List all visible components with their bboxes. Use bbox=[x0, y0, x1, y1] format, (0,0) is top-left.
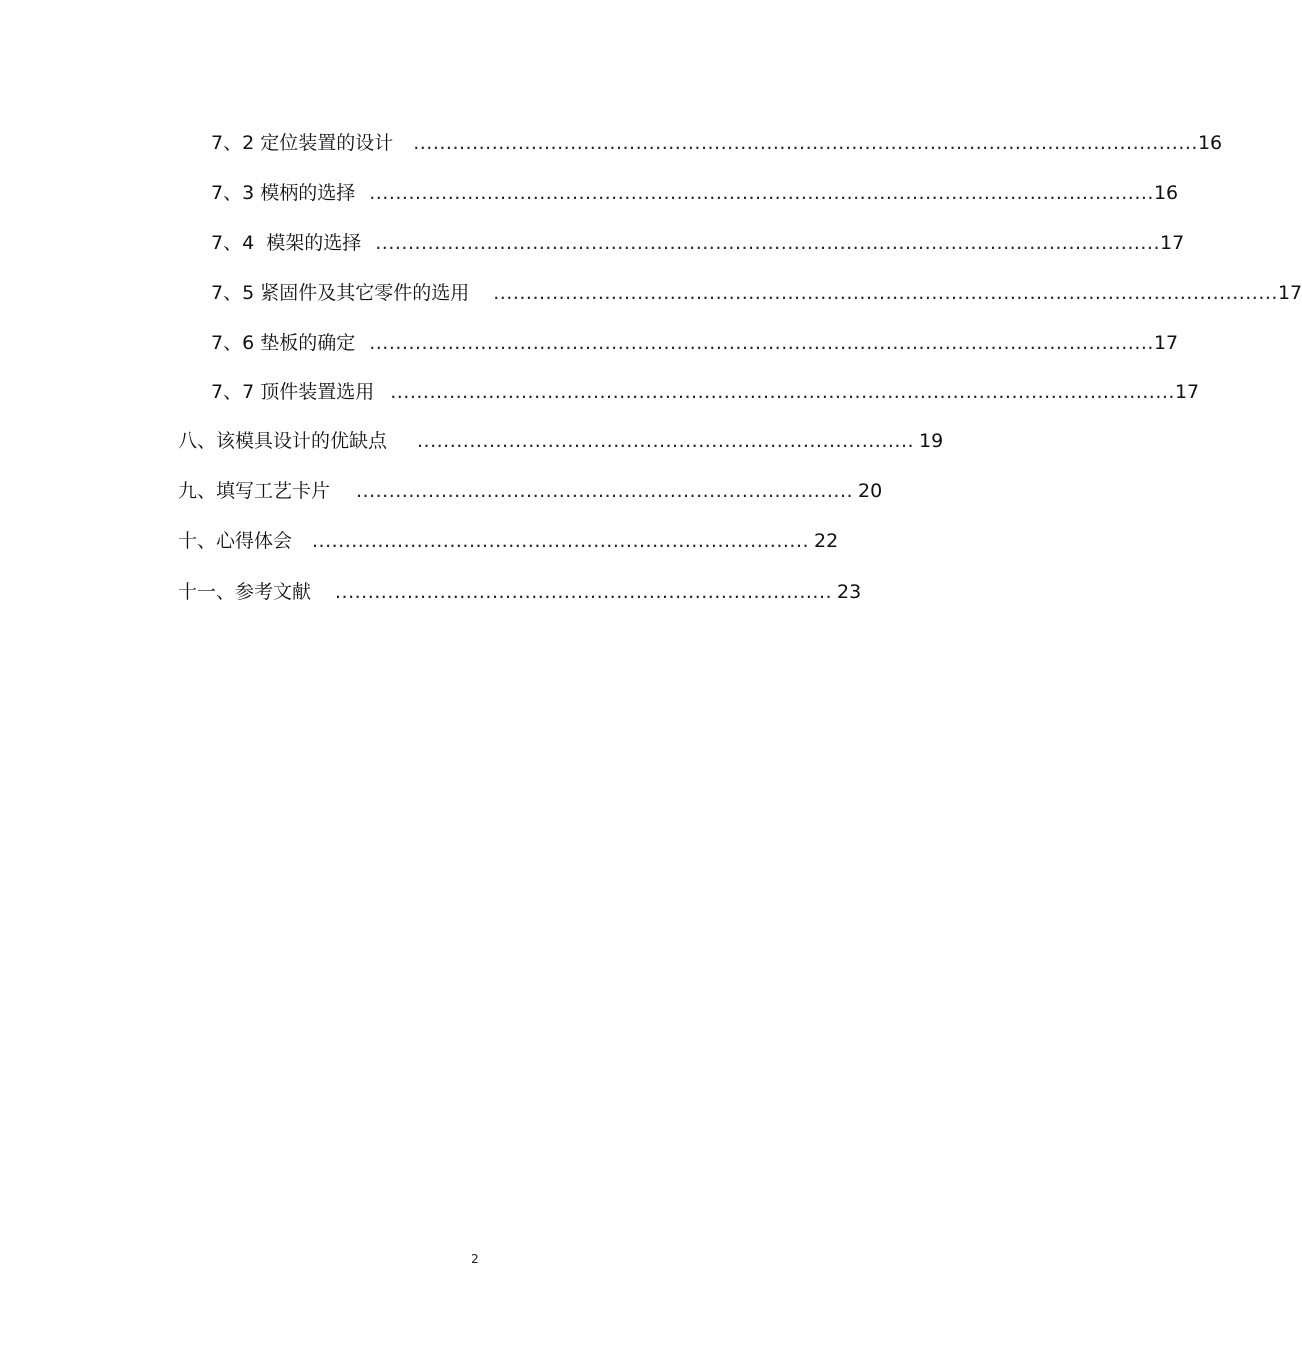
toc-entry-page: 17 bbox=[1153, 332, 1179, 354]
toc-entry-7-5[interactable] bbox=[211, 279, 1302, 307]
toc-leader-dots: ............................................................................ bbox=[417, 430, 915, 452]
toc-entry-7-7[interactable] bbox=[211, 378, 1200, 406]
toc-entry-label: 7、5 紧固件及其它零件的选用 bbox=[211, 282, 470, 304]
toc-leader-dots: ............................................................................ bbox=[335, 581, 833, 603]
toc-entry-page: 16 bbox=[1197, 132, 1223, 154]
toc-leader-dots: ........................................................................................................................ bbox=[369, 332, 1154, 354]
toc-entry-7-6[interactable] bbox=[211, 329, 1179, 357]
toc-entry-10[interactable] bbox=[178, 527, 839, 555]
toc-leader-dots: ........................................................................................................................ bbox=[413, 132, 1198, 154]
toc-entry-page: 22 bbox=[814, 530, 839, 552]
toc-entry-7-4[interactable] bbox=[211, 229, 1185, 257]
toc-entry-7-3[interactable] bbox=[211, 179, 1179, 207]
toc-entry-label: 九、填写工艺卡片 bbox=[178, 480, 331, 502]
toc-entry-8[interactable] bbox=[178, 427, 944, 455]
toc-leader-dots: ........................................................................................................................ bbox=[493, 282, 1278, 304]
toc-entry-9[interactable] bbox=[178, 477, 883, 505]
toc-leader-dots: ........................................................................................................................ bbox=[375, 232, 1161, 254]
toc-entry-label: 十一、参考文献 bbox=[178, 581, 312, 603]
toc-entry-page: 19 bbox=[919, 430, 944, 452]
toc-entry-label: 7、3 模柄的选择 bbox=[211, 182, 356, 204]
toc-entry-page: 23 bbox=[837, 581, 862, 603]
toc-entry-page: 20 bbox=[858, 480, 883, 502]
toc-leader-dots: ........................................................................................................................ bbox=[390, 381, 1175, 403]
toc-entry-label: 八、该模具设计的优缺点 bbox=[178, 430, 388, 452]
page-number: 2 bbox=[471, 1252, 479, 1266]
toc-entry-page: 17 bbox=[1277, 282, 1302, 304]
toc-entry-page: 17 bbox=[1174, 381, 1200, 403]
toc-entry-label: 7、6 垫板的确定 bbox=[211, 332, 356, 354]
toc-entry-page: 16 bbox=[1153, 182, 1179, 204]
toc-leader-dots: ............................................................................ bbox=[356, 480, 854, 502]
toc-entry-label: 十、心得体会 bbox=[178, 530, 293, 552]
toc-entry-label: 7、7 顶件装置选用 bbox=[211, 381, 375, 403]
toc-entry-label: 7、2 定位装置的设计 bbox=[211, 132, 394, 154]
toc-leader-dots: ............................................................................ bbox=[312, 530, 810, 552]
toc-entry-page: 17 bbox=[1160, 232, 1185, 254]
toc-entry-label: 7、4 模架的选择 bbox=[211, 232, 362, 254]
toc-leader-dots: ........................................................................................................................ bbox=[369, 182, 1154, 204]
toc-entry-7-2[interactable] bbox=[211, 129, 1223, 157]
toc-entry-11[interactable] bbox=[178, 578, 862, 606]
